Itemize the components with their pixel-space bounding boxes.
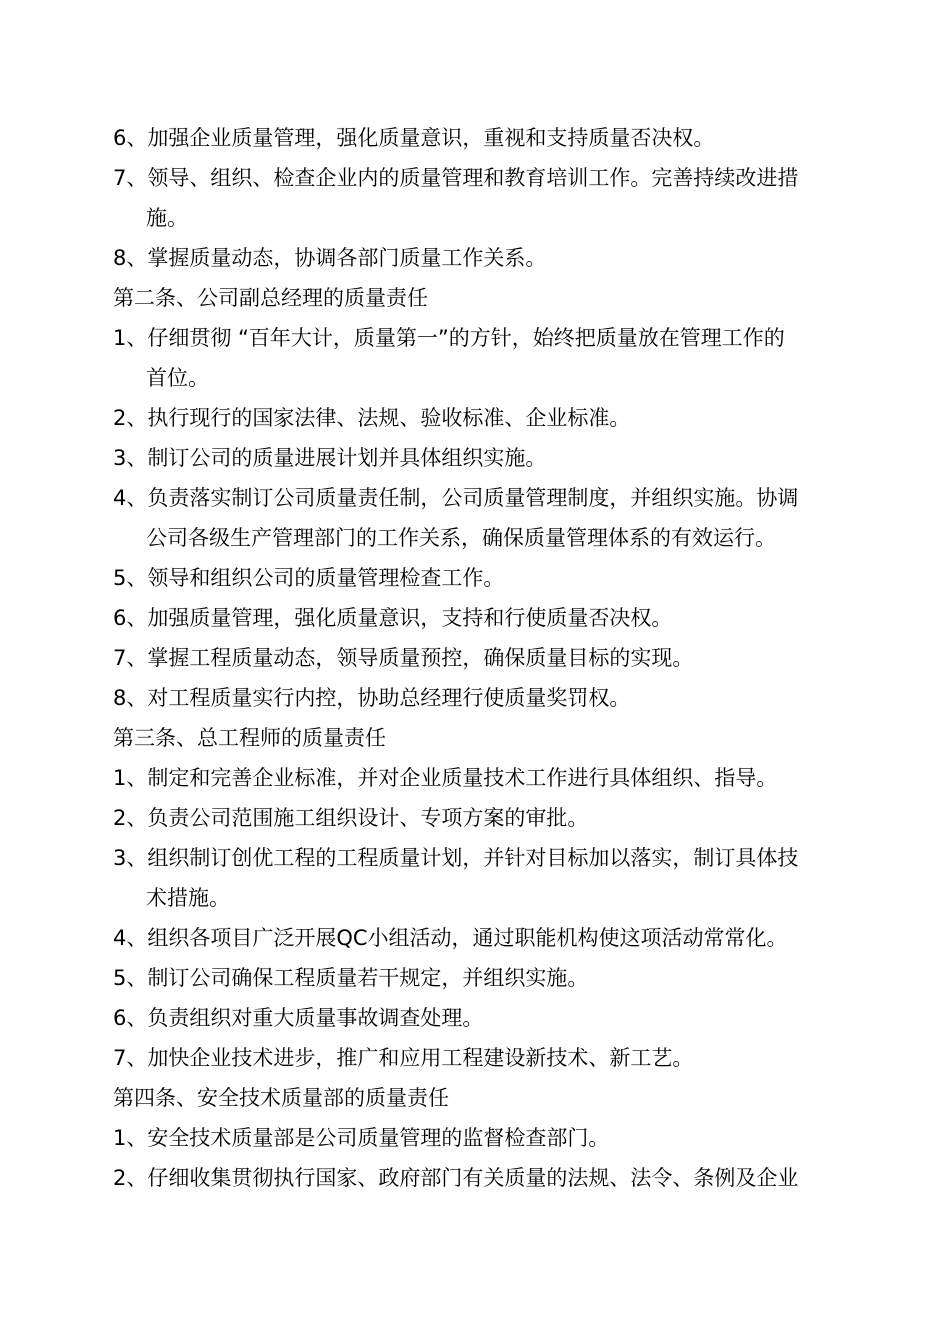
text-line: 3、组织制订创优工程的工程质量计划，并针对目标加以落实，制订具体技: [113, 846, 799, 870]
text-line-continuation: 公司各级生产管理部门的工作关系，确保质量管理体系的有效运行。: [146, 526, 776, 550]
text-line: 1、仔细贯彻 “百年大计，质量第一”的方针，始终把质量放在管理工作的: [113, 326, 785, 350]
text-line: 2、执行现行的国家法律、法规、验收标准、企业标准。: [113, 406, 631, 430]
text-line: 6、负责组织对重大质量事故调查处理。: [113, 1006, 484, 1030]
text-line: 3、制订公司的质量进展计划并具体组织实施。: [113, 446, 547, 470]
text-line: 1、安全技术质量部是公司质量管理的监督检查部门。: [113, 1126, 610, 1150]
text-line: 8、对工程质量实行内控，协助总经理行使质量奖罚权。: [113, 686, 631, 710]
text-line: 5、领导和组织公司的质量管理检查工作。: [113, 566, 505, 590]
text-line: 5、制订公司确保工程质量若干规定，并组织实施。: [113, 966, 589, 990]
text-line: 6、加强企业质量管理，强化质量意识，重视和支持质量否决权。: [113, 126, 715, 150]
text-line-continuation: 施。: [146, 206, 188, 230]
text-line: 4、负责落实制订公司质量责任制，公司质量管理制度，并组织实施。协调: [113, 486, 799, 510]
text-line: 7、领导、组织、检查企业内的质量管理和教育培训工作。完善持续改进措: [113, 166, 799, 190]
document-body: [113, 118, 863, 1198]
text-line: 7、加快企业技术进步，推广和应用工程建设新技术、新工艺。: [113, 1046, 694, 1070]
text-line-continuation: 首位。: [146, 366, 209, 390]
text-line: 第四条、安全技术质量部的质量责任: [113, 1086, 449, 1110]
text-line: 7、掌握工程质量动态，领导质量预控，确保质量目标的实现。: [113, 646, 694, 670]
text-line: 第二条、公司副总经理的质量责任: [113, 286, 428, 310]
text-line: 第三条、总工程师的质量责任: [113, 726, 386, 750]
text-line: 6、加强质量管理，强化质量意识，支持和行使质量否决权。: [113, 606, 673, 630]
text-line: 2、仔细收集贯彻执行国家、政府部门有关质量的法规、法令、条例及企业: [113, 1166, 799, 1190]
text-line: 1、制定和完善企业标准，并对企业质量技术工作进行具体组织、指导。: [113, 766, 778, 790]
text-line-continuation: 术措施。: [146, 886, 230, 910]
text-line: 8、掌握质量动态，协调各部门质量工作关系。: [113, 246, 547, 270]
text-line: 2、负责公司范围施工组织设计、专项方案的审批。: [113, 806, 589, 830]
text-line: 4、组织各项目广泛开展QC小组活动，通过职能机构使这项活动常常化。: [113, 926, 788, 950]
